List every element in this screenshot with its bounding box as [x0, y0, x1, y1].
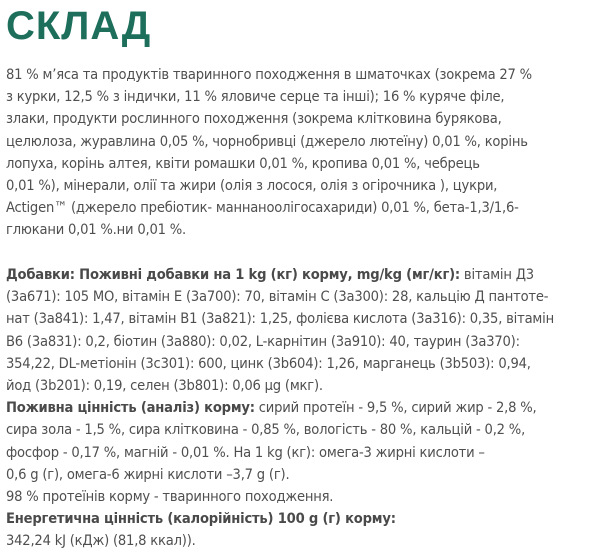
- additives-line: Добавки: Поживні добавки на 1 kg (кг) корму, mg/kg (мг/кг): вітамін Д3: [6, 266, 534, 283]
- nutrition-heading: Поживна цінність (аналіз) корму:: [6, 399, 255, 417]
- additives-line: нат (3a841): 1,47, вітамін В1 (3a821): 1,25, фолієва кислота (3a316): 0,35, вітамін: [6, 310, 554, 328]
- composition-line: з курки, 12,5 % з індички, 11 % яловиче серце та інші); 16 % куряче філе,: [6, 88, 505, 106]
- additives-line: В6 (3a831): 0,2, біотин (3a880): 0,02, L-карнітин (3a910): 40, таурин (3a370):: [6, 332, 520, 350]
- composition-paragraph: [6, 64, 594, 242]
- energy-line: [6, 508, 594, 530]
- composition-line: Actigen™ (джерело пребіотик- маннаноолігосахариди) 0,01 %, бета-1,3/1,6-: [6, 199, 519, 217]
- composition-line: глюкани 0,01 %.ни 0,01 %.: [6, 221, 186, 239]
- energy-heading: Енергетична цінність (калорійність) 100 g (г) корму:: [6, 510, 396, 528]
- composition-line: 0,01 %), мінерали, олії та жири (олія з лосося, олія з огірочника ), цукри,: [6, 177, 498, 195]
- additives-line: йод (3b201): 0,19, селен (3b801): 0,06 µg (мкг).: [6, 377, 323, 395]
- energy-value-line: 342,24 kJ (кДж) (81,8 ккал)).: [6, 532, 196, 550]
- composition-line: лопуха, корінь алтея, квіти ромашки 0,01 %, кропива 0,01 %, чебрець: [6, 154, 480, 172]
- additives-and-nutrition-paragraph: [6, 264, 594, 553]
- nutrition-line: Поживна цінність (аналіз) корму: сирий протеїн - 9,5 %, сирий жир - 2,8 %,: [6, 399, 537, 417]
- protein-source-line: 98 % протеїнів корму - тваринного походження.: [6, 488, 334, 506]
- composition-line: целюлоза, журавлина 0,05 %, чорнобривці (джерело лютеїну) 0,01 %, корінь: [6, 132, 528, 150]
- composition-line: 81 % м’яса та продуктів тваринного походження в шматочках (зокрема 27 %: [6, 66, 532, 83]
- composition-line: злаки, продукти рослинного походження (зокрема клітковина бурякова,: [6, 110, 502, 128]
- nutrition-line: 0,6 g (г), омега-6 жирні кислоти –3,7 g (г).: [6, 465, 290, 483]
- nutrition-line: сира зола - 1,5 %, сира клітковина - 0,85 %, вологість - 80 %, кальцій - 0,2 %,: [6, 421, 526, 439]
- additives-heading: Добавки: Поживні добавки на 1 kg (кг) корму, mg/kg (мг/кг):: [6, 266, 460, 283]
- nutrition-line: фосфор - 0,17 %, магній - 0,01 %. На 1 kg (кг): омега-3 жирні кислоти –: [6, 443, 485, 461]
- page-title: СКЛАД: [6, 4, 152, 48]
- additives-line: (3a671): 105 МО, вітамін Е (3a700): 70, вітамін С (3a300): 28, кальцію Д пантоте-: [6, 288, 549, 306]
- additives-line: 354,22, DL-метіонін (3c301): 600, цинк (3b604): 1,26, марганець (3b503): 0,94,: [6, 354, 531, 372]
